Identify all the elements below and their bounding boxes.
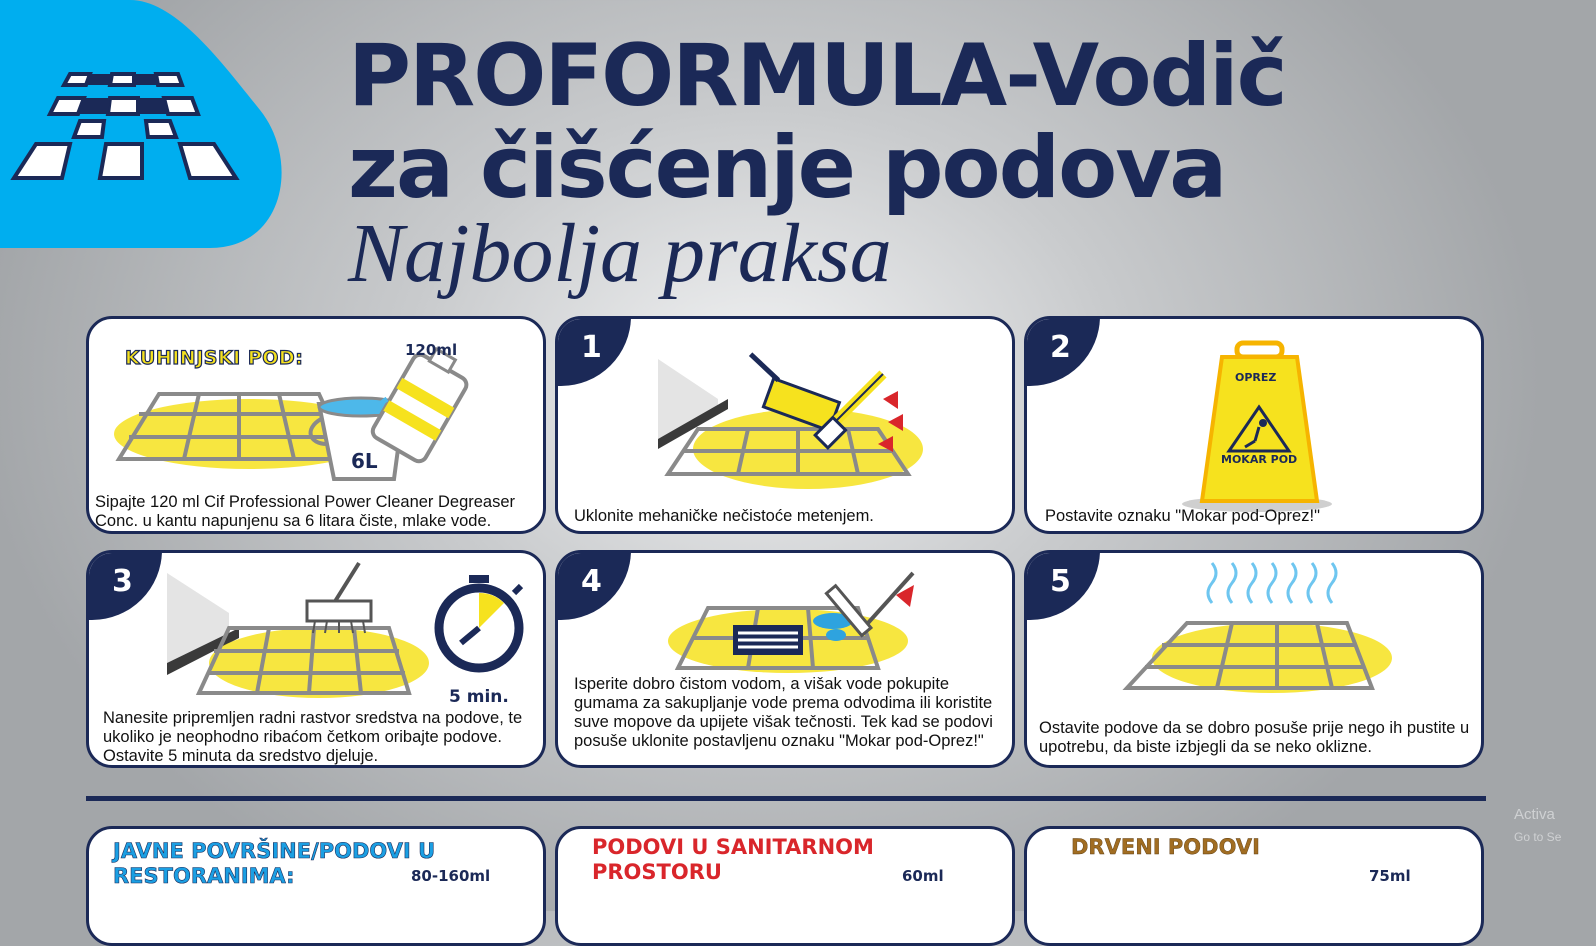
public-areas-label-1: JAVNE POVRŠINE/PODOVI U — [113, 839, 436, 863]
card-wooden-floors — [1024, 826, 1484, 946]
card-caption: Isperite dobro čistom vodom, a višak vode pokupite gumama za sakupljanje vode prema odvodima ili koristite suve mopove da upijete višak tečnosti. Tek kad se podovi posuše uklonite postavljenu oznaku "Mokar pod-Oprez!" — [574, 675, 993, 750]
timer-label: 5 min. — [449, 687, 509, 707]
sweeping-illustration — [558, 319, 1015, 534]
activation-watermark: Activa Go to Se — [1514, 806, 1562, 844]
card-sanitary-floors — [555, 826, 1015, 946]
sign-bottom-text: MOKAR POD — [1221, 453, 1298, 466]
card-kitchen-floor — [86, 316, 546, 534]
card-caption: Ostavite podove da se dobro posuše prije nego ih pustite u upotrebu, da biste izbjegli da se neko oklizne. — [1039, 719, 1470, 756]
card-step-5 — [1024, 550, 1484, 768]
card-caption: Nanesite pripremljen radni rastvor sredstva na podove, te ukoliko je neophodno ribaćom četkom oribajte podove. Ostavite 5 minuta da sredstvo djeluje. — [103, 709, 523, 765]
step-badge: 3 — [86, 550, 162, 620]
kitchen-floor-label: KUHINJSKI POD: — [125, 347, 304, 369]
public-areas-label-2: RESTORANIMA: — [113, 864, 295, 888]
card-step-3 — [86, 550, 546, 768]
wooden-floors-label: DRVENI PODOVI — [1071, 835, 1260, 859]
step-badge: 2 — [1024, 316, 1100, 386]
dose-amount: 60ml — [902, 867, 944, 885]
subtitle: Najbolja praksa — [348, 207, 892, 300]
step-badge: 1 — [555, 316, 631, 386]
page-title — [348, 26, 1286, 300]
sign-top-text: OPREZ — [1235, 371, 1277, 384]
card-caption: Postavite oznaku "Mokar pod-Oprez!" — [1045, 507, 1320, 525]
dose-amount: 120ml — [405, 341, 458, 359]
wet-floor-sign-illustration — [1027, 319, 1484, 534]
sanitary-label-1: PODOVI U SANITARNOM — [592, 835, 874, 859]
card-caption: Uklonite mehaničke nečistoće metenjem. — [574, 507, 874, 525]
dose-amount: 75ml — [1369, 867, 1411, 885]
section-divider — [86, 796, 1486, 801]
dose-amount: 80-160ml — [411, 867, 491, 885]
step-badge: 4 — [555, 550, 631, 620]
floor-tile-logo — [0, 0, 290, 250]
bucket-volume: 6L — [351, 449, 378, 473]
card-step-2 — [1024, 316, 1484, 534]
title-line-2: za čišćenje podova — [348, 118, 1226, 218]
card-step-4 — [555, 550, 1015, 768]
title-line-1: PROFORMULA-Vodič — [348, 26, 1286, 126]
sanitary-label-2: PROSTORU — [592, 860, 722, 884]
card-step-1 — [555, 316, 1015, 534]
step-badge: 5 — [1024, 550, 1100, 620]
card-caption: Sipajte 120 ml Cif Professional Power Cleaner Degreaser Conc. u kantu napunjenu sa 6 litara čiste, mlake vode. — [95, 493, 516, 530]
card-public-areas — [86, 826, 546, 946]
